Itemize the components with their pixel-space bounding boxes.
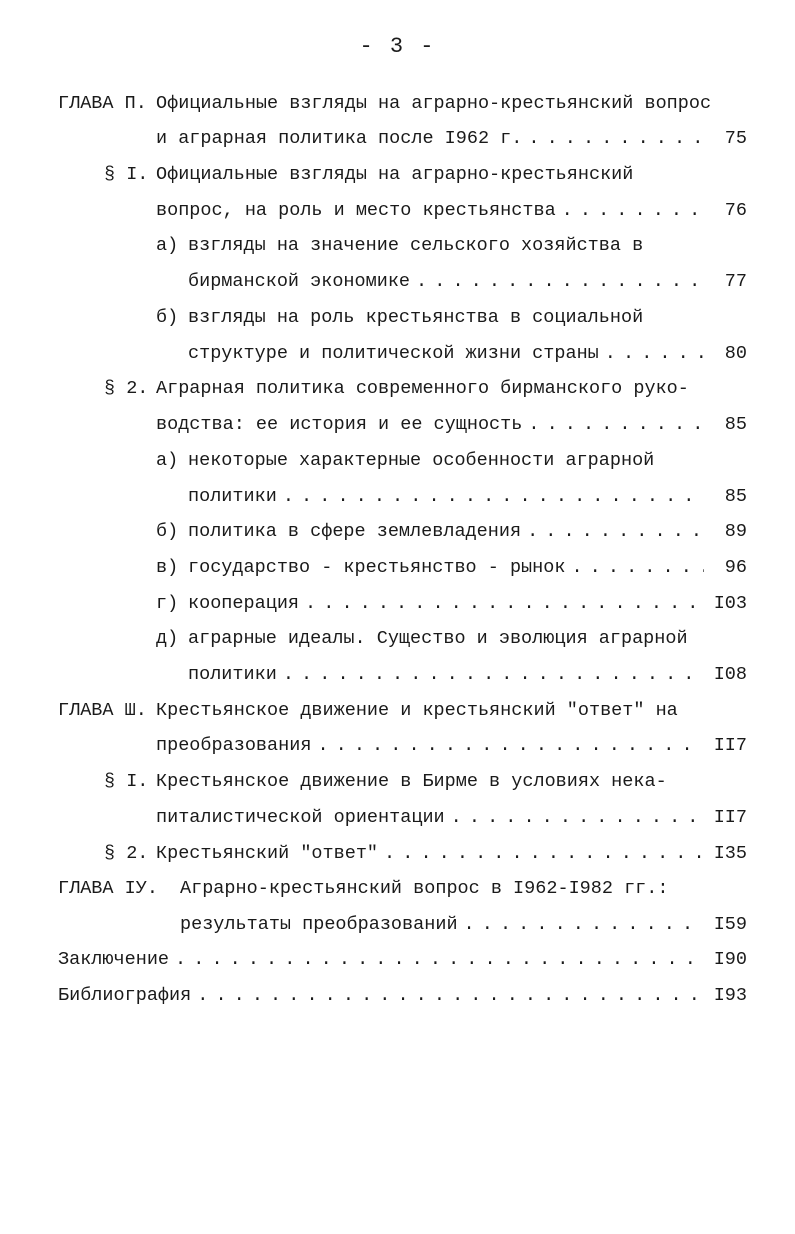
- bibliography-page: I93: [713, 985, 747, 1006]
- ch4-label: ГЛАВА IУ.: [58, 878, 158, 899]
- ch3-s1-line2-row: [156, 804, 704, 832]
- ch2-title-line2-row: [156, 125, 704, 153]
- ch2-s2-d-line2-row: [188, 661, 704, 689]
- ch2-s1-a-line2-row: [188, 268, 704, 296]
- ch2-s1-a-line2: бирманской экономике: [188, 271, 411, 292]
- ch2-s2-a-line1: некоторые характерные особенности аграрной: [188, 450, 655, 471]
- ch3-label: ГЛАВА Ш.: [58, 700, 147, 721]
- ch2-s2-label: § 2.: [104, 378, 149, 399]
- ch2-s2-v-line1: государство - крестьянство - рынок: [188, 557, 566, 578]
- ch2-s2-d-line2: политики: [188, 664, 277, 685]
- ch3-s1-label: § I.: [104, 771, 149, 792]
- ch2-s1-b-page: 80: [724, 343, 747, 364]
- dot-leader: [521, 518, 704, 546]
- ch2-s1-line2: вопрос, на роль и место крестьянства: [156, 200, 556, 221]
- dot-leader: [378, 840, 704, 868]
- ch4-title-line1: Аграрно-крестьянский вопрос в I962-I982 гг.:: [180, 878, 669, 899]
- ch2-s1-line2-row: [156, 197, 704, 225]
- ch3-s2-line1: Крестьянский "ответ": [156, 843, 379, 864]
- conclusion-page: I90: [713, 949, 747, 970]
- page-number: - 3 -: [359, 34, 436, 59]
- ch2-s2-b-label: б): [156, 521, 179, 542]
- ch2-s2-g-page: I03: [713, 593, 747, 614]
- ch4-title-line2-row: [180, 911, 704, 939]
- ch2-s1-b-line2-row: [188, 340, 704, 368]
- ch2-s1-b-line1: взгляды на роль крестьянства в социальной: [188, 307, 644, 328]
- ch2-s2-g-label: г): [156, 593, 179, 614]
- ch2-s2-d-page: I08: [713, 664, 747, 685]
- ch2-title-line1: Официальные взгляды на аграрно-крестьянский вопрос: [156, 93, 712, 114]
- ch2-s2-a-label: а): [156, 450, 179, 471]
- ch2-s2-b-page: 89: [724, 521, 747, 542]
- ch3-page: II7: [713, 735, 747, 756]
- ch2-s2-a-page: 85: [724, 486, 747, 507]
- dot-leader: [458, 911, 704, 939]
- ch2-s1-b-line2: структуре и политической жизни страны: [188, 343, 599, 364]
- ch2-s1-page: 76: [724, 200, 747, 221]
- ch4-title-line2: результаты преобразований: [180, 914, 458, 935]
- dot-leader: [522, 125, 704, 153]
- ch2-s2-b-row: [188, 518, 704, 546]
- conclusion-title: Заключение: [58, 949, 170, 970]
- ch3-s1-line2: питалистической ориентации: [156, 807, 445, 828]
- bibliography-row: [58, 982, 704, 1010]
- bibliography-title: Библиография: [58, 985, 192, 1006]
- dot-leader: [410, 268, 704, 296]
- ch2-s1-a-line1: взгляды на значение сельского хозяйства в: [188, 235, 644, 256]
- ch3-s1-page: II7: [713, 807, 747, 828]
- ch2-s2-d-line1: аграрные идеалы. Существо и эволюция аграрной: [188, 628, 688, 649]
- ch3-s1-line1: Крестьянское движение в Бирме в условиях нека-: [156, 771, 667, 792]
- ch2-s1-a-page: 77: [724, 271, 747, 292]
- ch2-s1-b-label: б): [156, 307, 179, 328]
- dot-leader: [445, 804, 704, 832]
- ch3-s2-label: § 2.: [104, 843, 149, 864]
- ch3-s2-page: I35: [713, 843, 747, 864]
- ch2-title-line2: и аграрная политика после I962 г.: [156, 128, 523, 149]
- dot-leader: [599, 340, 704, 368]
- ch2-s1-line1: Официальные взгляды на аграрно-крестьянский: [156, 164, 634, 185]
- ch2-s2-page: 85: [724, 414, 747, 435]
- dot-leader: [556, 197, 704, 225]
- ch3-s2-row: [156, 840, 704, 868]
- dot-leader: [565, 554, 704, 582]
- ch3-title-line2-row: [156, 732, 704, 760]
- ch2-s2-v-label: в): [156, 557, 179, 578]
- ch2-s2-d-label: д): [156, 628, 179, 649]
- dot-leader: [311, 732, 704, 760]
- ch2-label: ГЛАВА П.: [58, 93, 147, 114]
- ch2-s1-a-label: а): [156, 235, 179, 256]
- dot-leader: [277, 483, 704, 511]
- ch2-s2-v-page: 96: [724, 557, 747, 578]
- ch2-s2-line1: Аграрная политика современного бирманского руко-: [156, 378, 689, 399]
- ch2-s1-label: § I.: [104, 164, 149, 185]
- dot-leader: [299, 590, 704, 618]
- conclusion-row: [58, 946, 704, 974]
- dot-leader: [522, 411, 704, 439]
- dot-leader: [191, 982, 704, 1010]
- dot-leader: [277, 661, 704, 689]
- ch2-s2-g-row: [188, 590, 704, 618]
- ch2-s2-line2-row: [156, 411, 704, 439]
- ch2-s2-a-line2: политики: [188, 486, 277, 507]
- ch2-s2-line2: водства: ее история и ее сущность: [156, 414, 523, 435]
- ch2-s2-a-line2-row: [188, 483, 704, 511]
- ch3-title-line1: Крестьянское движение и крестьянский "ответ" на: [156, 700, 678, 721]
- ch2-page: 75: [724, 128, 747, 149]
- ch2-s2-v-row: [188, 554, 704, 582]
- dot-leader: [169, 946, 704, 974]
- ch3-title-line2: преобразования: [156, 735, 312, 756]
- ch4-page: I59: [713, 914, 747, 935]
- ch2-s2-b-line1: политика в сфере землевладения: [188, 521, 522, 542]
- ch2-s2-g-line1: кооперация: [188, 593, 300, 614]
